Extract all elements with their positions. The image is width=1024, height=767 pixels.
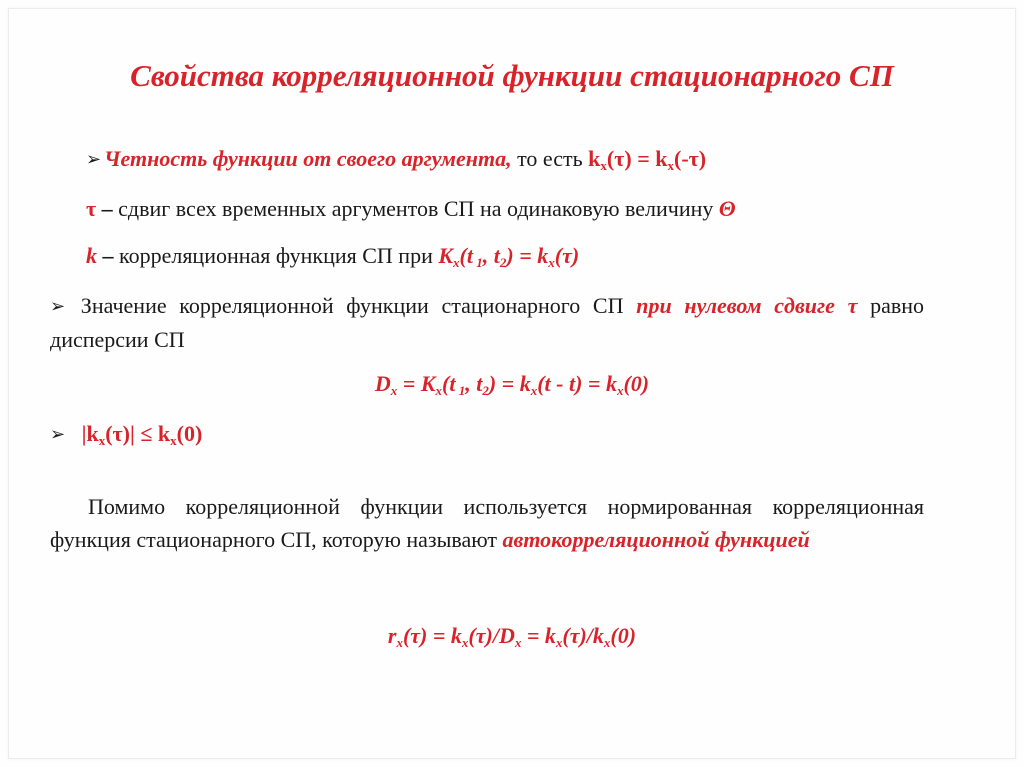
zero-shift-emph-2: сдвиге τ [774, 293, 858, 318]
paragraph-emph: автокорреляционной функцией [502, 527, 810, 552]
paragraph-text: Помимо корреляционной функции используется нормированная корреляционная функция стационарного СП, которую называют [50, 494, 924, 552]
inequality-formula: $|k_x(\tau)| \le k_x(0)$ [81, 421, 203, 448]
zero-shift-emph-1: при нулевом [636, 293, 762, 318]
k-text: корреляционная функция СП при [119, 243, 439, 268]
bullet-evenness [86, 146, 706, 172]
tau-text: сдвиг всех временных аргументов СП на одинаковую величину [118, 196, 719, 221]
theta-symbol: Θ [718, 196, 736, 221]
slide-title: Свойства корреляционной функции стационарного СП [130, 58, 894, 93]
tau-symbol: τ [86, 196, 97, 221]
k-symbol: k [86, 243, 97, 268]
arrow-bullet-icon: ➢ [50, 296, 66, 317]
zero-shift-text: Значение корреляционной функции стационарного СП [80, 293, 637, 318]
evenness-mid: то есть [511, 146, 589, 171]
bullet-zero-shift [50, 289, 924, 356]
evenness-formula: $k_x(\tau) = k_x(-\tau)$ [588, 146, 707, 173]
zero-shift-text-2: равно дисперсии СП [50, 293, 925, 352]
tau-dash: – [96, 196, 119, 221]
tau-definition [86, 196, 736, 222]
k-definition [86, 243, 579, 269]
autocorrelation-formula: $r_x(\tau) = k_x(\tau)/D_x = k_x(\tau)/k_x(0)$ [387, 623, 637, 650]
evenness-lead: Четность функции от своего аргумента, [104, 146, 512, 171]
arrow-bullet-icon: ➢ [86, 149, 102, 170]
autocorrelation-paragraph [50, 490, 924, 556]
variance-formula: $D_x = K_x(t$ $_1$, $t_2) = k_x(t - t) = k_x(0)$ [374, 371, 650, 398]
bullet-inequality [50, 421, 202, 447]
arrow-bullet-icon: ➢ [50, 424, 66, 445]
k-formula: $K_x(t$ $_1$, $t_2) = k_x(\tau)$ [438, 243, 580, 270]
k-dash: – [97, 243, 119, 268]
